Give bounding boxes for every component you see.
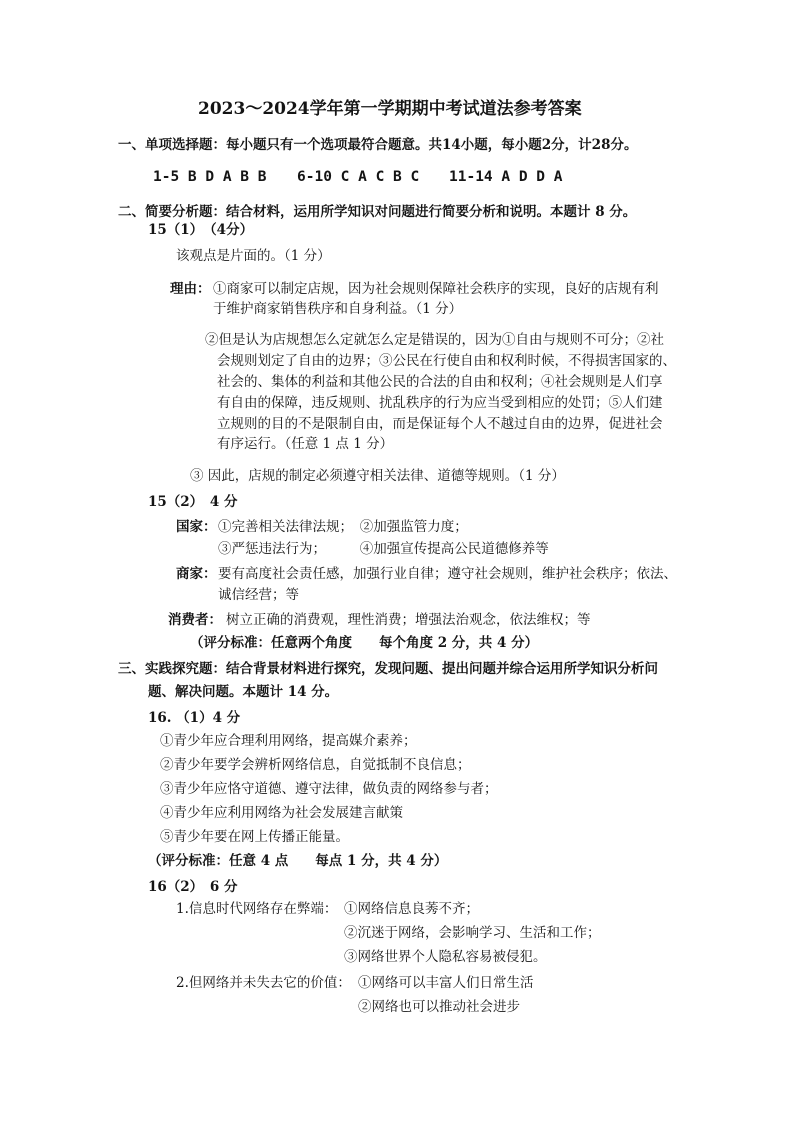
- q16-2-point1-item: ①网络信息良莠不齐；: [344, 901, 479, 917]
- q15-1-label: 15（1） （4分）: [148, 222, 254, 238]
- section3-heading-line1: 三、实践探究题：结合背景材料进行探究，发现问题、提出问题并综合运用所学知识分析问: [118, 661, 658, 677]
- q16-2-label: 16（2） 6 分: [148, 879, 238, 895]
- q15-1-reason2-line2: 会规则划定了自由的边界；③公民在行使自由和权利时候，不得损害国家的、: [217, 353, 676, 369]
- q15-1-reason2-line6: 有序运行。（任意 1 点 1 分）: [217, 436, 394, 452]
- q15-1-reason2-line3: 社会的、集体的利益和其他公民的合法的自由和权利；④社会规则是人们享: [217, 374, 663, 390]
- q15-1-reason2-line5: 立规则的目的不是限制自由，而是保证每个人不越过自由的边界，促进社会: [217, 416, 663, 432]
- q16-1-item: ①青少年应合理利用网络，提高媒介素养；: [160, 733, 417, 749]
- consumer-label: 消费者：: [168, 612, 222, 628]
- country-line2: ③严惩违法行为； ④加强宣传提高公民道德修养等: [218, 541, 549, 557]
- q16-1-item: ②青少年要学会辨析网络信息，自觉抵制不良信息；: [160, 757, 471, 773]
- consumer-line1: 树立正确的消费观，理性消费；增强法治观念，依法维权；等: [226, 612, 591, 628]
- section3-heading-line2: 题、解决问题。本题计 14 分。: [148, 684, 339, 700]
- q15-1-reason3: ③ 因此，店规的制定必须遵守相关法律、道德等规则。（1 分）: [190, 468, 565, 484]
- q15-2-scoring: （评分标准：任意两个角度 每个角度 2 分，共 4 分）: [190, 635, 539, 651]
- q16-2-point2-label: 2.但网络并未失去它的价值：: [176, 975, 351, 991]
- q16-2-point1-item: ②沉迷于网络，会影响学习、生活和工作；: [344, 925, 601, 941]
- country-line1: ①完善相关法律法规； ②加强监管力度；: [218, 519, 468, 535]
- country-label: 国家：: [176, 519, 217, 535]
- q16-2-point1-label: 1.信息时代网络存在弊端：: [176, 901, 338, 917]
- answer-group-1: 1-5 B D A B B: [153, 169, 267, 185]
- q16-2-point1-item: ③网络世界个人隐私容易被侵犯。: [344, 949, 547, 965]
- q16-1-item: ⑤青少年要在网上传播正能量。: [160, 829, 349, 845]
- merchant-line2: 诚信经营；等: [218, 587, 299, 603]
- q15-1-reason1-line2: 于维护商家销售秩序和自身利益。（1 分）: [213, 301, 463, 317]
- q16-2-point2-item: ②网络也可以推动社会进步: [358, 999, 520, 1015]
- page-title: 2023～2024学年第一学期期中考试道法参考答案: [198, 99, 582, 119]
- q15-2-label: 15（2） 4 分: [148, 494, 238, 510]
- answer-group-2: 6-10 C A C B C: [297, 169, 420, 185]
- merchant-label: 商家：: [176, 566, 217, 582]
- q15-1-reason2-line4: 有自由的保障，违反规则、扰乱秩序的行为应当受到相应的处罚；⑤人们建: [217, 395, 663, 411]
- merchant-line1: 要有高度社会责任感，加强行业自律；遵守社会规则，维护社会秩序；依法、: [218, 566, 677, 582]
- section1-heading: 一、单项选择题：每小题只有一个选项最符合题意。共14小题，每小题2分，计28分。: [118, 137, 638, 153]
- answer-group-3: 11-14 A D D A: [449, 169, 563, 185]
- q16-1-item: ③青少年应恪守道德、遵守法律，做负责的网络参与者；: [160, 781, 498, 797]
- q16-1-scoring: （评分标准：任意 4 点 每点 1 分，共 4 分）: [148, 853, 448, 869]
- q15-1-reason-label: 理由：: [170, 281, 211, 297]
- q16-1-item: ④青少年应利用网络为社会发展建言献策: [160, 805, 403, 821]
- q15-1-viewpoint: 该观点是片面的。（1 分）: [176, 248, 331, 264]
- q15-1-reason1-line1: ①商家可以制定店规，因为社会规则保障社会秩序的实现，良好的店规有利: [213, 281, 659, 297]
- section2-heading: 二、简要分析题：结合材料，运用所学知识对问题进行简要分析和说明。本题计 8 分。: [118, 204, 637, 220]
- q16-2-point2-item: ①网络可以丰富人们日常生活: [358, 975, 534, 991]
- q15-1-reason2-line1: ②但是认为店规想怎么定就怎么定是错误的，因为①自由与规则不可分；②社: [205, 332, 664, 348]
- q16-1-label: 16. （1）4 分: [148, 710, 241, 726]
